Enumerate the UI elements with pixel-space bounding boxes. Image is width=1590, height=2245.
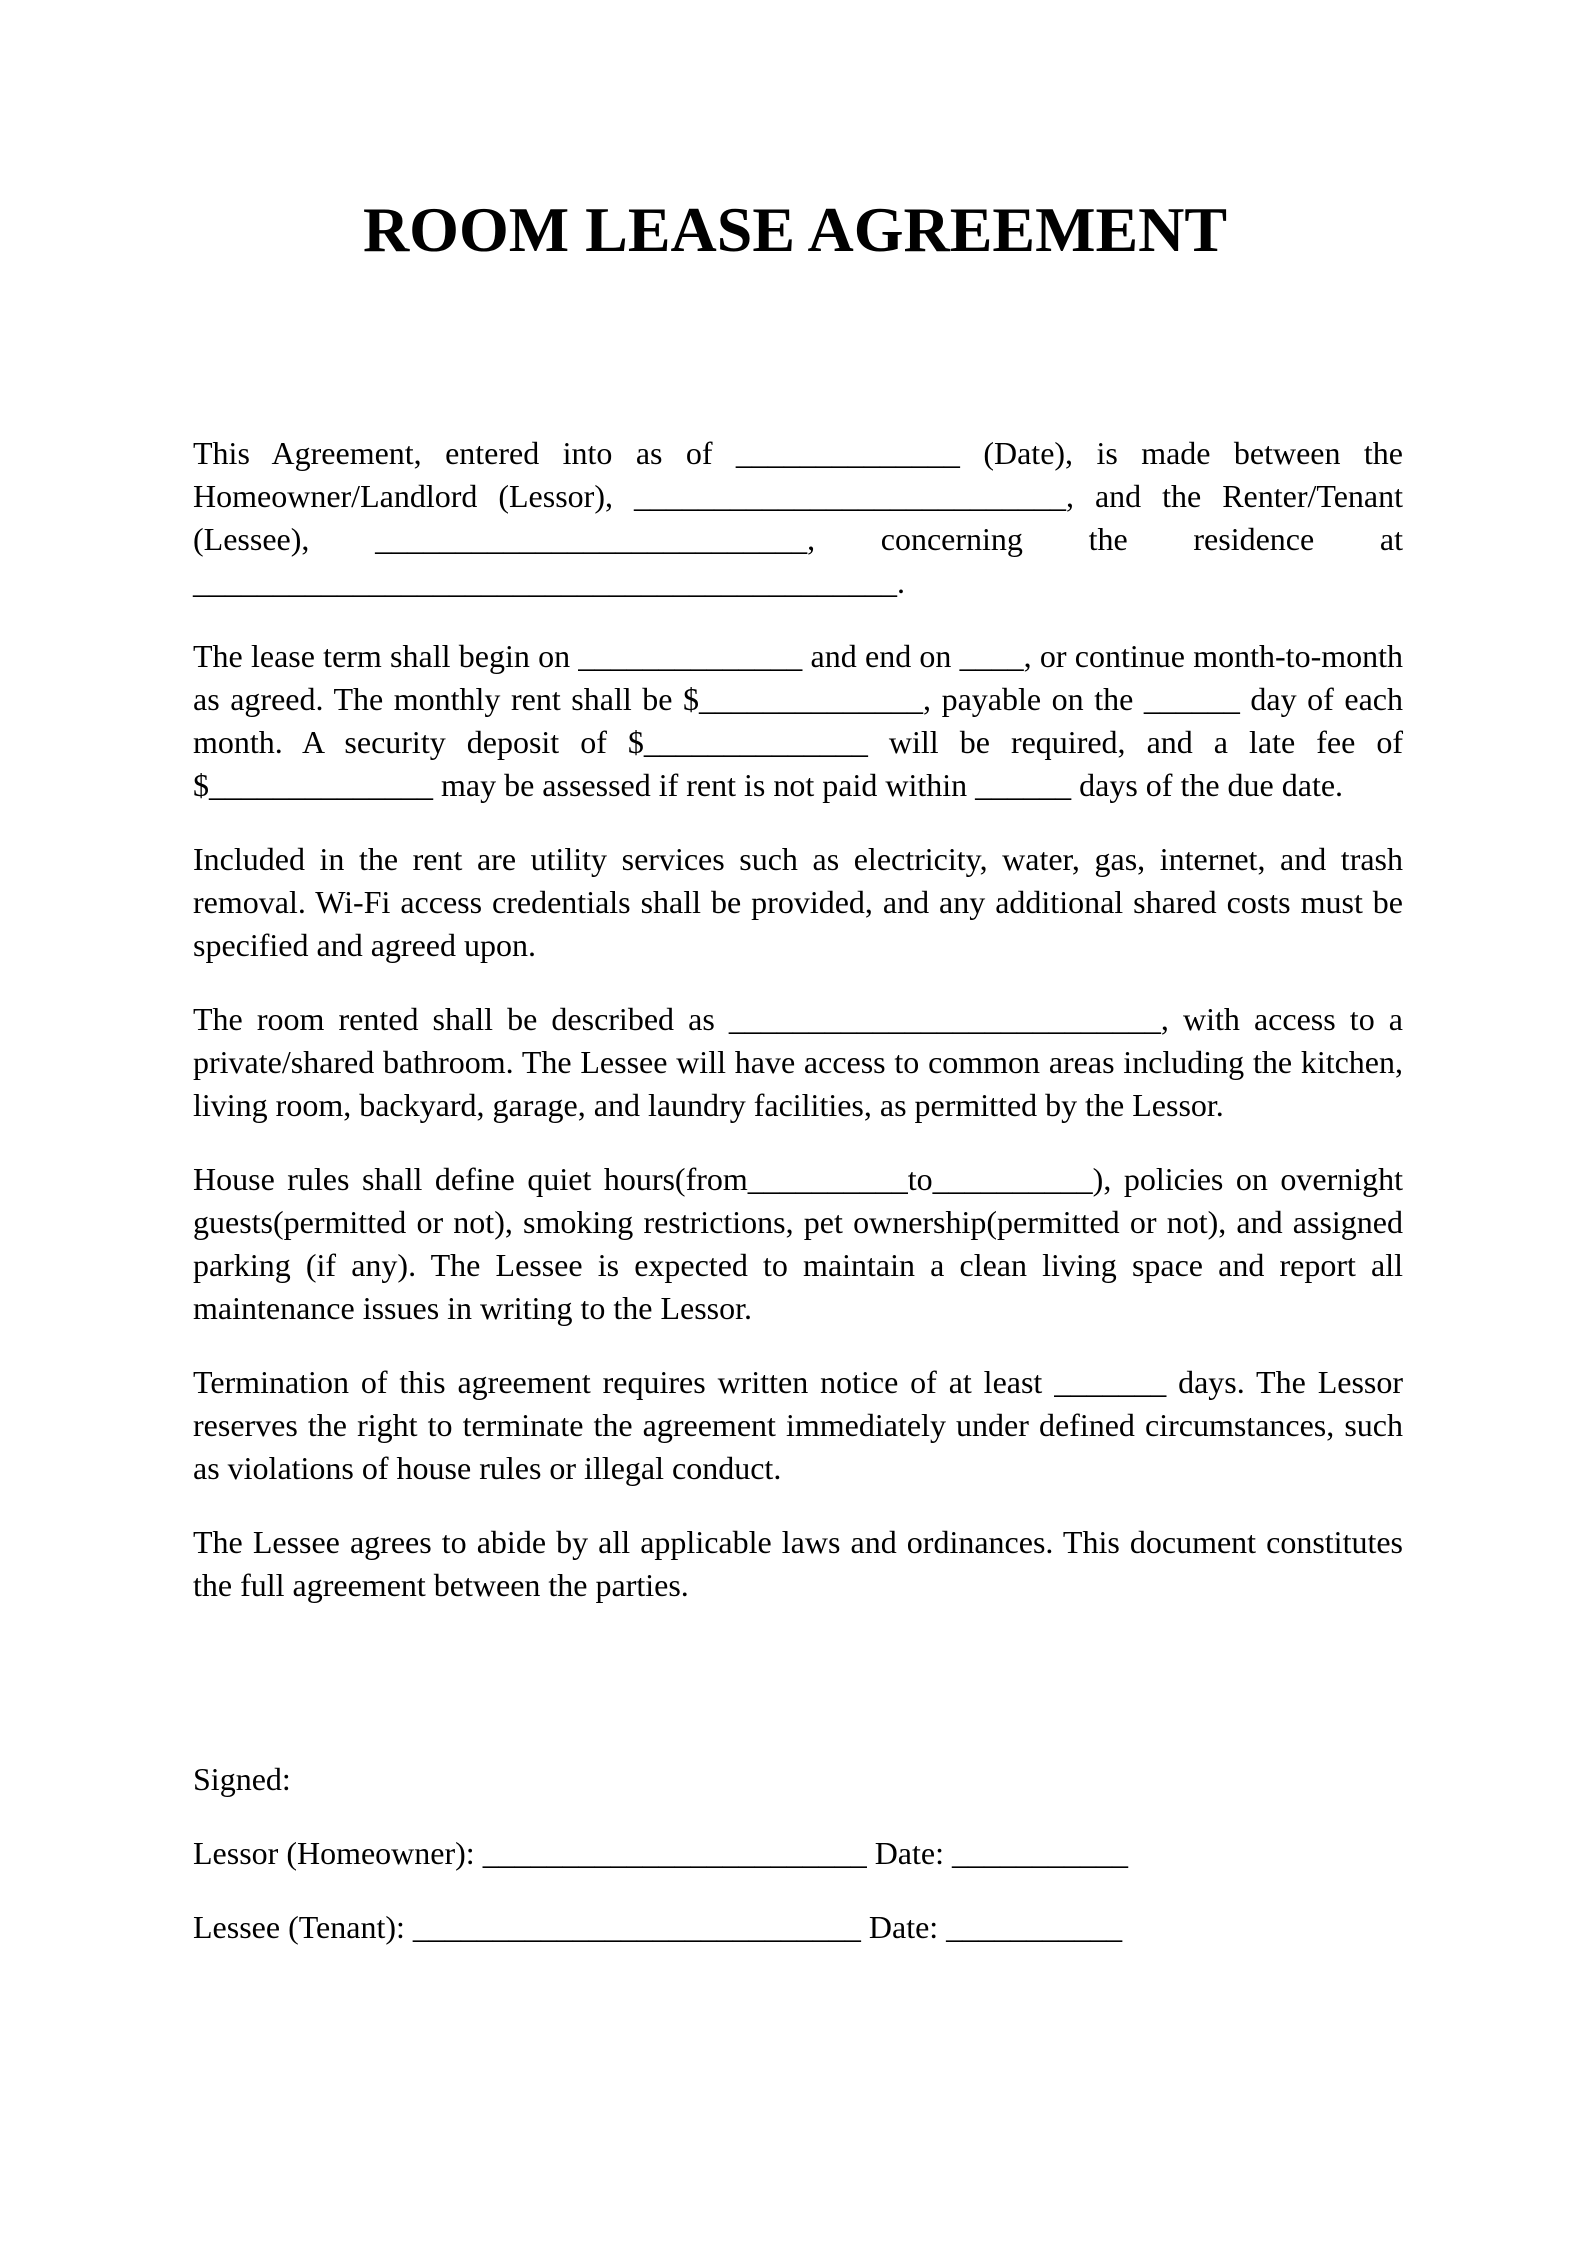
- paragraph-room-description: The room rented shall be described as ___________________________, with access to a private/shared bathroom. The Lessee will have access to common areas including the kitchen, living room, backyard, garage, and laundry facilities, as permitted by the Lessor.: [193, 1001, 1403, 1123]
- agreement-body: [193, 432, 1403, 1638]
- paragraph-laws: The Lessee agrees to abide by all applicable laws and ordinances. This document constitutes the full agreement between the parties.: [193, 1524, 1403, 1603]
- paragraph-parties: This Agreement, entered into as of ______________ (Date), is made between the Homeowner/Landlord (Lessor), ___________________________, and the Renter/Tenant (Lessee), ___________________________, concerning the residence at ____________________________________________.: [193, 435, 1403, 600]
- paragraph-termination: Termination of this agreement requires written notice of at least _______ days. The Lessor reserves the right to terminate the agreement immediately under defined circumstances, such as violations of house rules or illegal conduct.: [193, 1364, 1403, 1486]
- document-title: ROOM LEASE AGREEMENT: [362, 194, 1228, 265]
- paragraph-utilities: Included in the rent are utility services such as electricity, water, gas, internet, and trash removal. Wi-Fi access credentials shall be provided, and any additional shared costs must be specified and agreed upon.: [193, 841, 1403, 963]
- signed-label: Signed:: [193, 1761, 291, 1797]
- paragraph-house-rules: House rules shall define quiet hours(from__________to__________), policies on overnight guests(permitted or not), smoking restrictions, pet ownership(permitted or not), and assigned parking (if any). The Lessee is expected to maintain a clean living space and report all maintenance issues in writing to the Lessor.: [193, 1161, 1403, 1326]
- signature-block: [193, 1758, 1403, 1980]
- paragraph-lease-terms: The lease term shall begin on ______________ and end on ____, or continue month-to-month as agreed. The monthly rent shall be $______________, payable on the ______ day of each month. A security deposit of $______________ will be required, and a late fee of $______________ may be assessed if rent is not paid within ______ days of the due date.: [193, 638, 1403, 803]
- lessee-signature-line: Lessee (Tenant): ____________________________ Date: ___________: [193, 1909, 1123, 1945]
- lessor-signature-line: Lessor (Homeowner): ________________________ Date: ___________: [193, 1835, 1128, 1871]
